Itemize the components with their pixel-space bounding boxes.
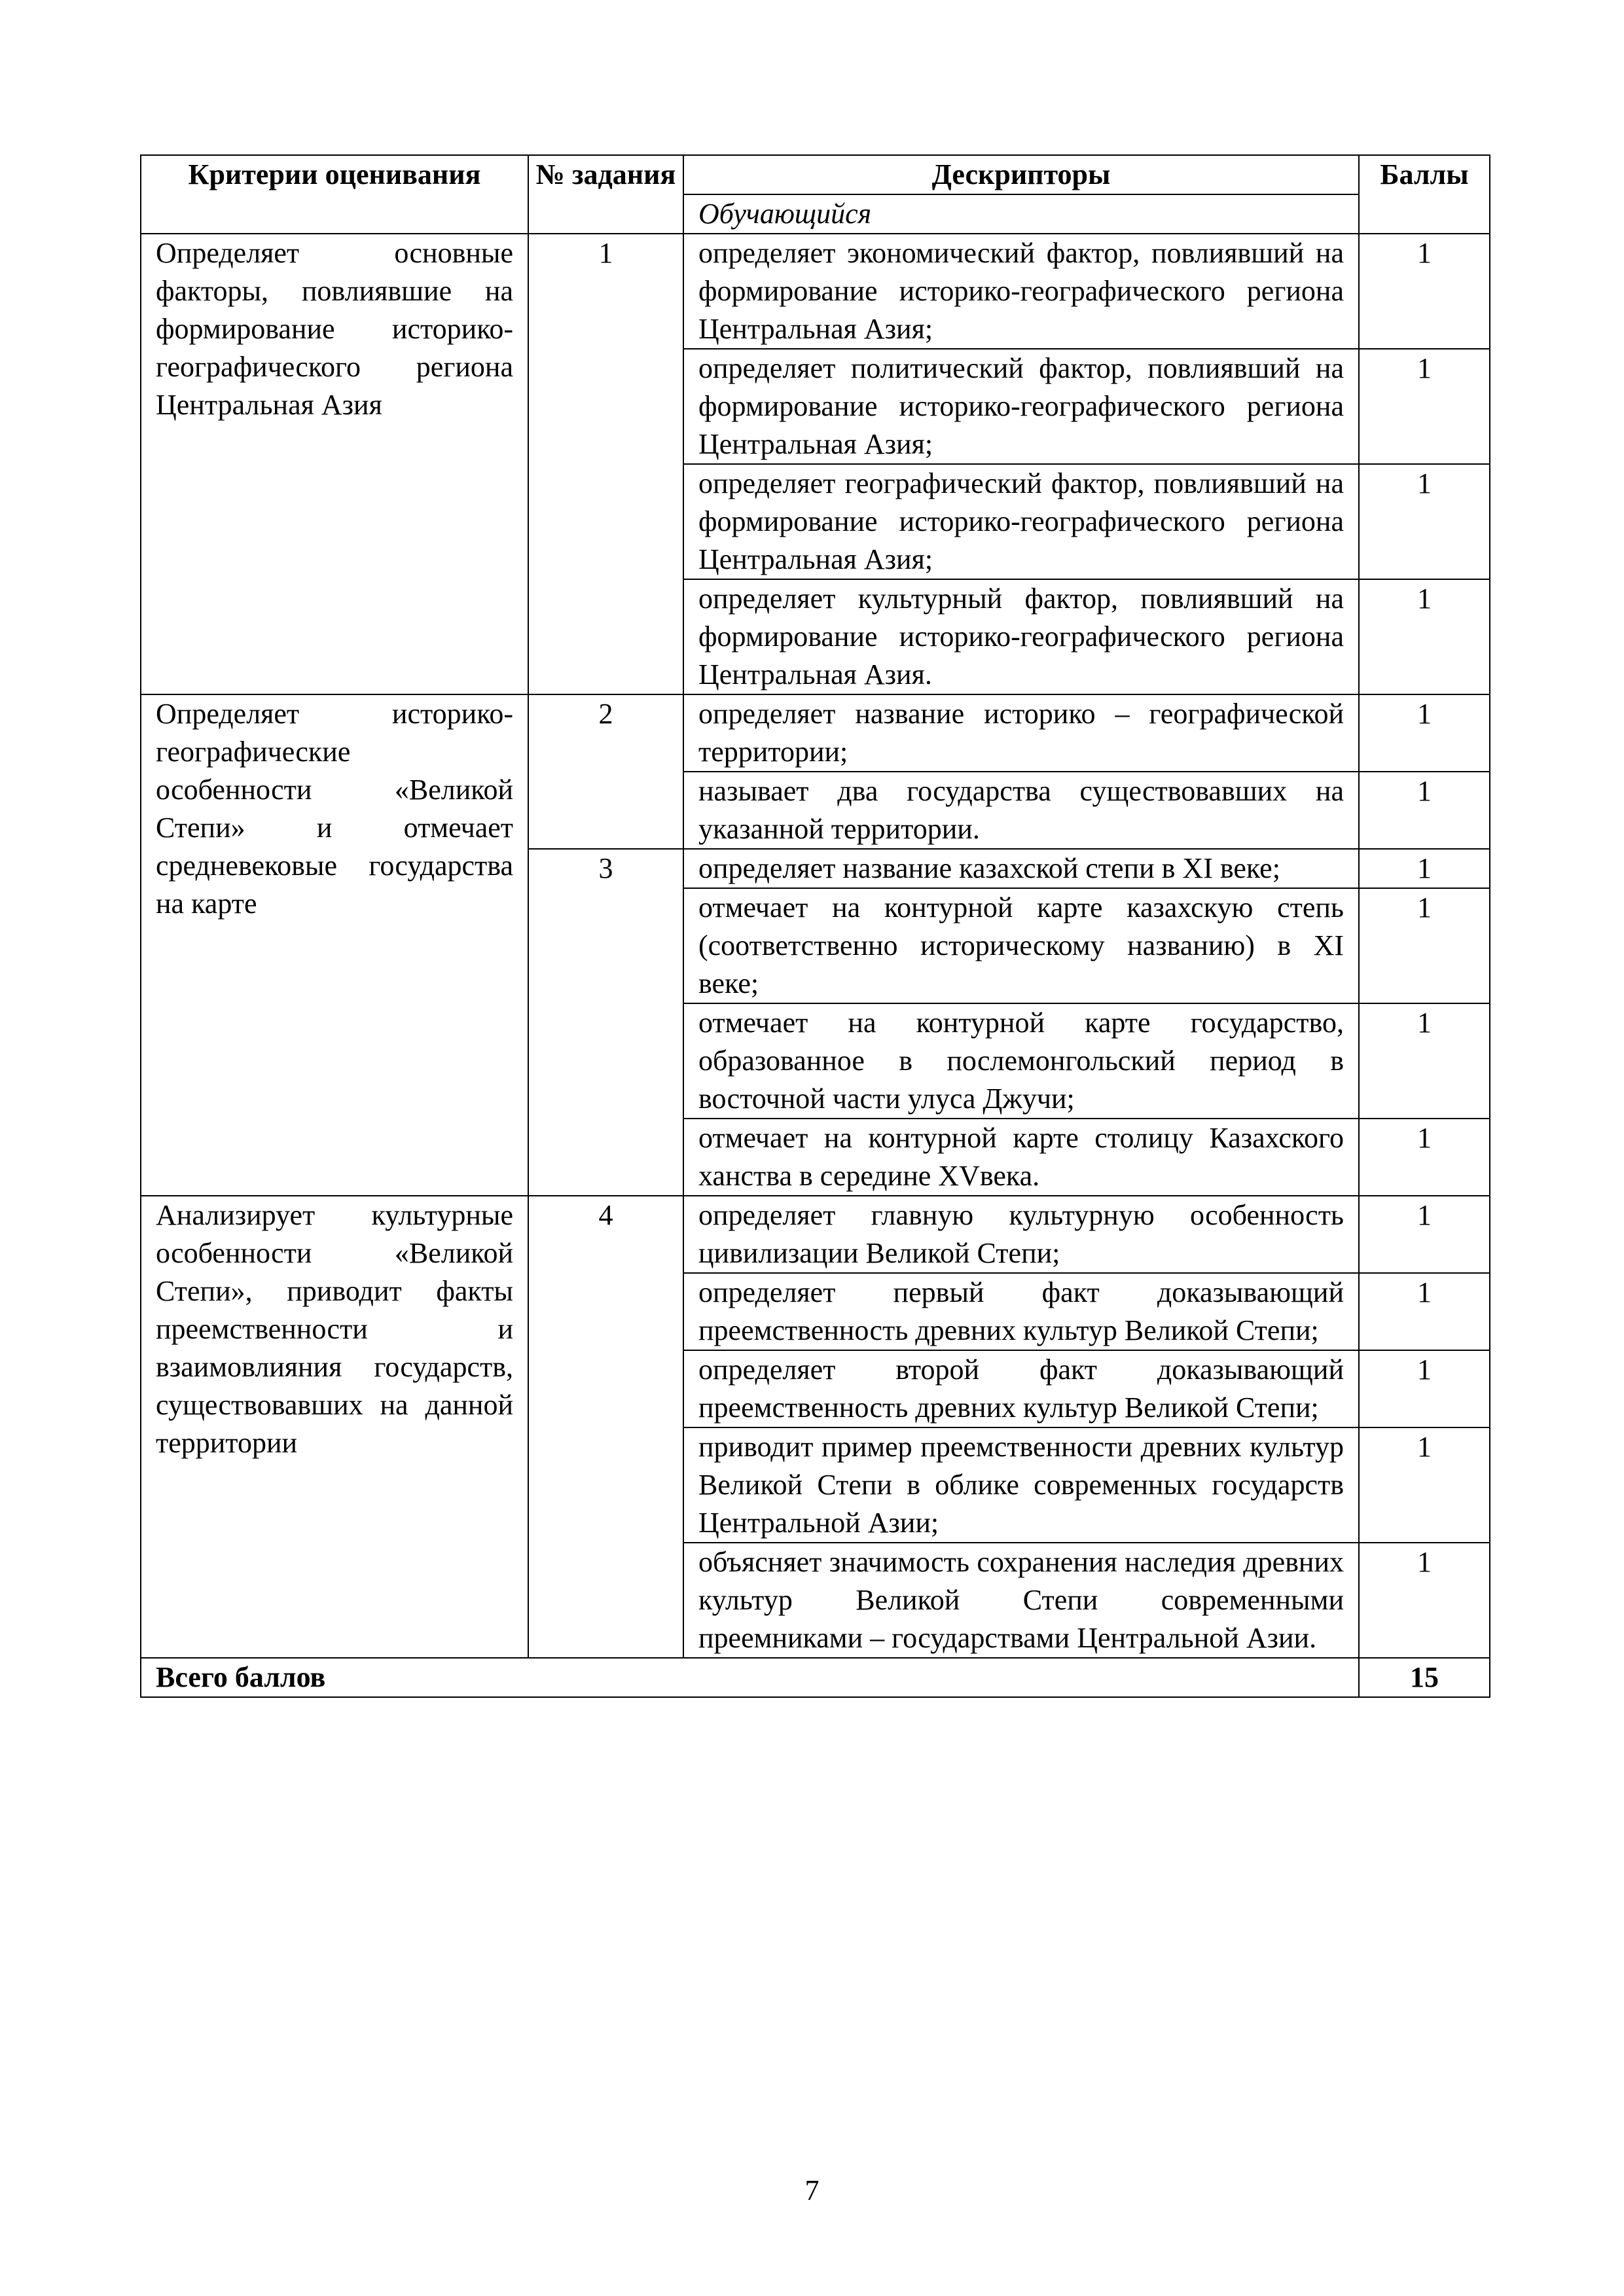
descriptor-cell: определяет культурный фактор, повлиявший на формирование историко-географического региона Центральная Азия. (683, 579, 1359, 694)
points-cell: 1 (1359, 1543, 1490, 1658)
total-points: 15 (1359, 1658, 1490, 1697)
points-cell: 1 (1359, 1003, 1490, 1119)
descriptor-cell: отмечает на контурной карте столицу Казахского ханства в середине XVвека. (683, 1119, 1359, 1196)
table-row (141, 234, 1490, 349)
header-points: Баллы (1359, 155, 1490, 234)
total-label: Всего баллов (141, 1658, 1359, 1697)
points-cell: 1 (1359, 464, 1490, 579)
header-criteria: Критерии оценивания (141, 155, 528, 234)
task-number-cell: 4 (528, 1196, 683, 1658)
descriptor-cell: определяет название казахской степи в XI веке; (683, 849, 1359, 888)
header-descriptors: Дескрипторы (683, 155, 1359, 194)
page-number: 7 (804, 2174, 820, 2206)
header-learner: Обучающийся (683, 194, 1359, 234)
descriptor-cell: объясняет значимость сохранения наследия древних культур Великой Степи современными преемниками – государствами Центральной Азии. (683, 1543, 1359, 1658)
assessment-criteria-table (140, 154, 1490, 1698)
table-row (141, 1196, 1490, 1273)
task-number-cell: 2 (528, 694, 683, 849)
points-cell: 1 (1359, 349, 1490, 464)
table-body (141, 234, 1490, 1697)
descriptor-cell: определяет экономический фактор, повлиявший на формирование историко-географического региона Центральная Азия; (683, 234, 1359, 349)
descriptor-cell: приводит пример преемственности древних культур Великой Степи в облике современных государств Центральной Азии; (683, 1427, 1359, 1543)
header-row (141, 155, 1490, 194)
points-cell: 1 (1359, 1350, 1490, 1427)
criterion-cell: Анализирует культурные особенности «Великой Степи», приводит факты преемственности и взаимовлияния государств, существовавших на данной территории (141, 1196, 528, 1658)
points-cell: 1 (1359, 1273, 1490, 1350)
descriptor-cell: определяет географический фактор, повлиявший на формирование историко-географического региона Центральная Азия; (683, 464, 1359, 579)
descriptor-cell: определяет название историко – географической территории; (683, 694, 1359, 772)
descriptor-cell: определяет главную культурную особенность цивилизации Великой Степи; (683, 1196, 1359, 1273)
criterion-cell: Определяет основные факторы, повлиявшие на формирование историко-географического региона Центральная Азия (141, 234, 528, 694)
task-number-cell: 3 (528, 849, 683, 1196)
descriptor-cell: определяет политический фактор, повлиявший на формирование историко-географического региона Центральная Азия; (683, 349, 1359, 464)
header-task-number: № задания (528, 155, 683, 234)
points-cell: 1 (1359, 1427, 1490, 1543)
task-number-cell: 1 (528, 234, 683, 694)
table-header (141, 155, 1490, 234)
points-cell: 1 (1359, 1196, 1490, 1273)
total-row (141, 1658, 1490, 1697)
descriptor-cell: определяет первый факт доказывающий преемственность древних культур Великой Степи; (683, 1273, 1359, 1350)
points-cell: 1 (1359, 234, 1490, 349)
table-row (141, 694, 1490, 772)
points-cell: 1 (1359, 849, 1490, 888)
points-cell: 1 (1359, 694, 1490, 772)
points-cell: 1 (1359, 888, 1490, 1003)
descriptor-cell: определяет второй факт доказывающий преемственность древних культур Великой Степи; (683, 1350, 1359, 1427)
descriptor-cell: отмечает на контурной карте государство, образованное в послемонгольский период в восточной части улуса Джучи; (683, 1003, 1359, 1119)
descriptor-cell: отмечает на контурной карте казахскую степь (соответственно историческому названию) в XI веке; (683, 888, 1359, 1003)
descriptor-cell: называет два государства существовавших на указанной территории. (683, 772, 1359, 849)
criterion-cell: Определяет историко-географические особенности «Великой Степи» и отмечает средневековые государства на карте (141, 694, 528, 1196)
points-cell: 1 (1359, 772, 1490, 849)
points-cell: 1 (1359, 1119, 1490, 1196)
points-cell: 1 (1359, 579, 1490, 694)
